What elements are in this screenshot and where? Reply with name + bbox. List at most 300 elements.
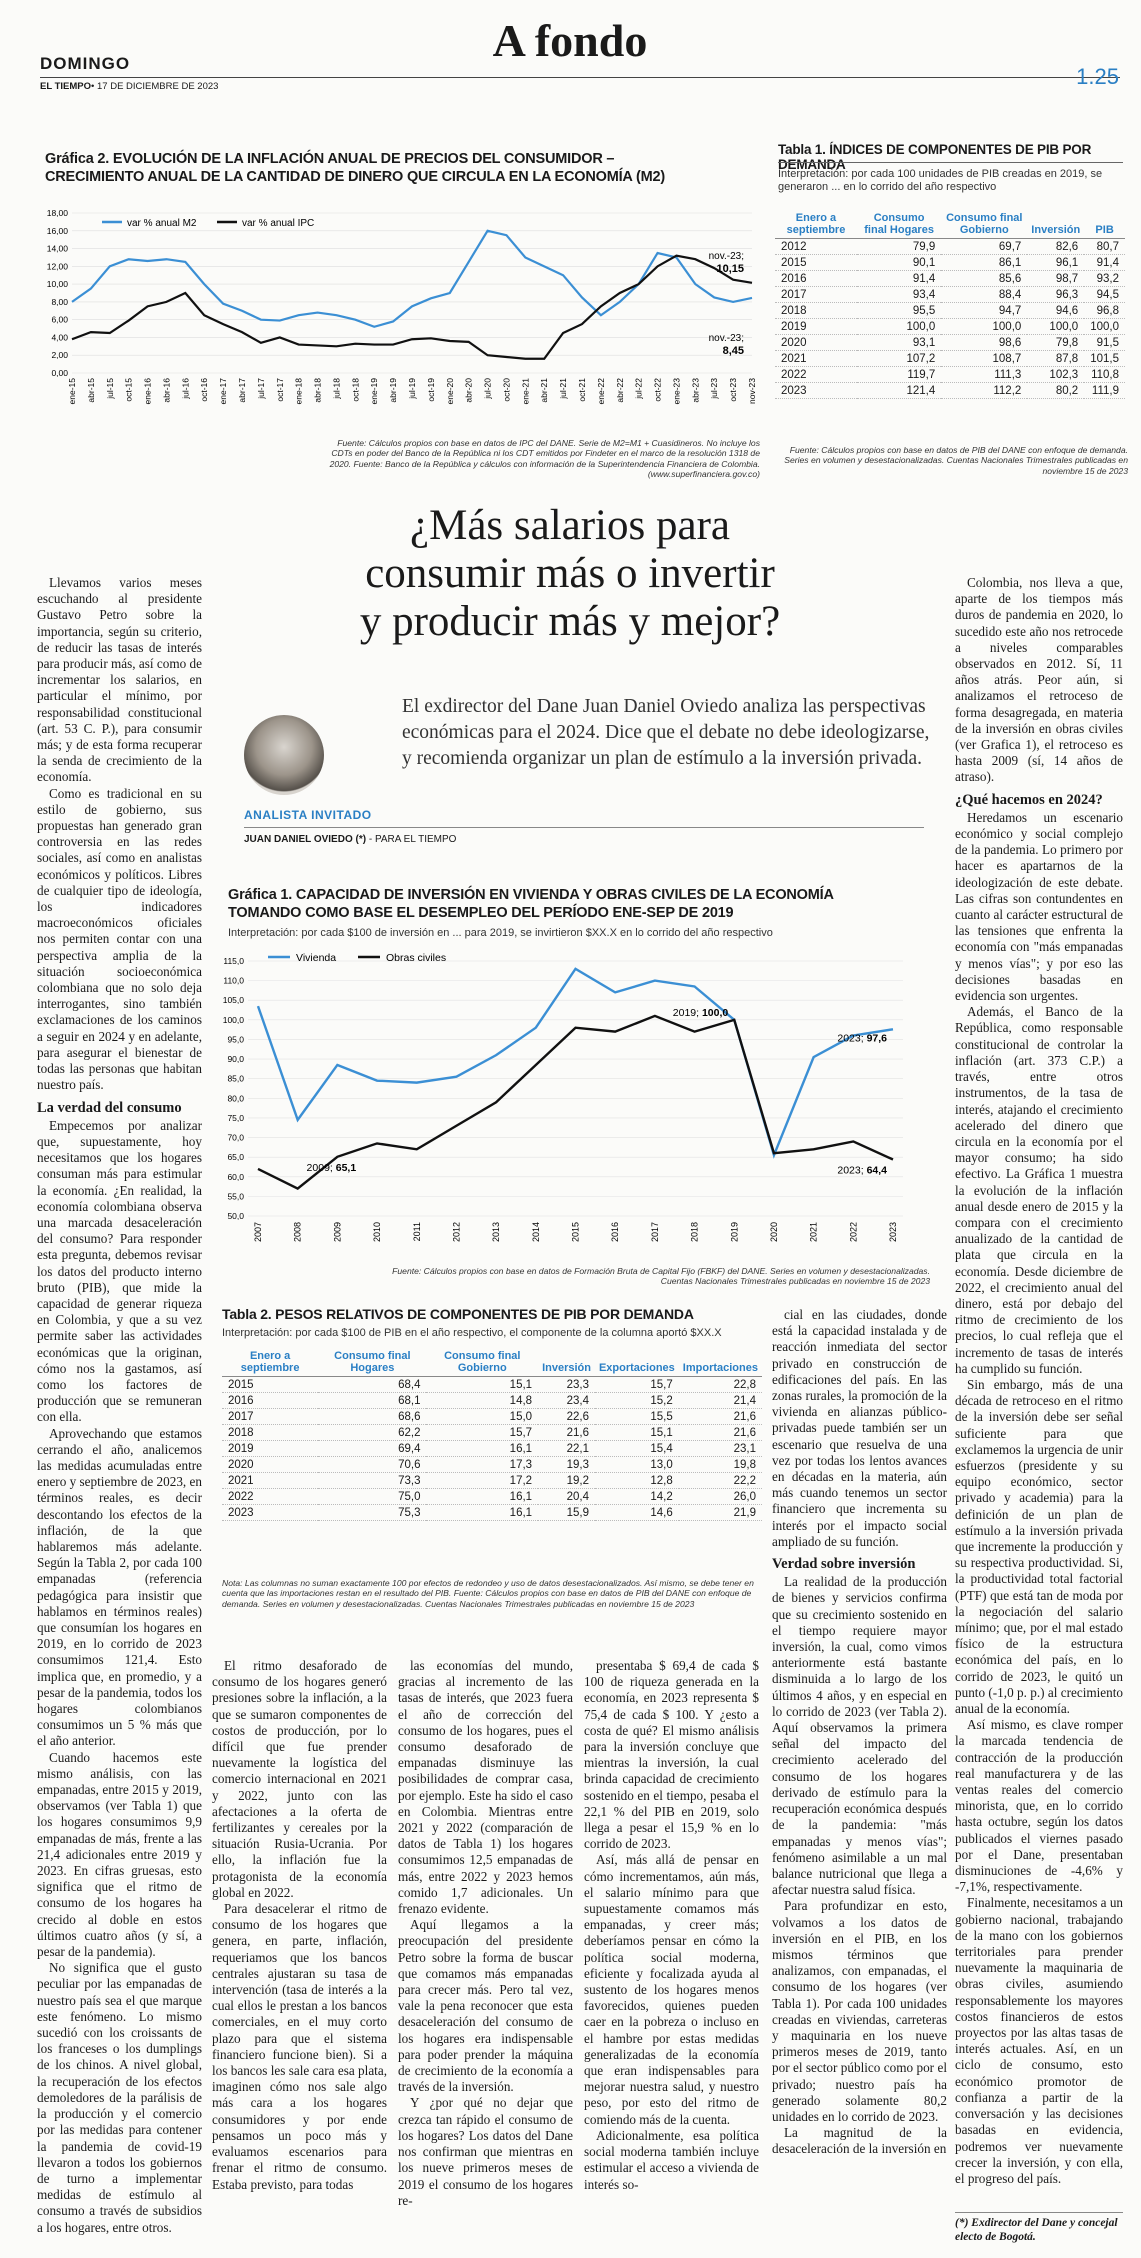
page-number: 1.25 [1076, 64, 1119, 89]
y-tick-label: 12,00 [46, 261, 68, 272]
table-cell: 68,4 [318, 1377, 426, 1393]
table-cell: 2015 [775, 255, 857, 271]
chart1-title-line1: Gráfica 1. CAPACIDAD DE INVERSIÓN EN VIVIENDA Y OBRAS CIVILES DE LA ECONOMÍA [228, 887, 834, 903]
table-cell: 23,3 [538, 1377, 595, 1393]
table-cell: 75,3 [318, 1505, 426, 1521]
annotation-2023-vivienda [837, 1032, 887, 1044]
y-tick-label: 90,0 [227, 1054, 244, 1065]
para-2a: El ritmo desaforado de consumo de los hogares generó presiones sobre la inflación, a la que se sumaron componentes de costos de producción, por lo difícil que fue prender nuevamente la logística del comercio internacional en 2021 y 2022, junto con las afectaciones a la oferta de fertilizantes y cereales por la situación Rusia-Ucrania. Por ello, la inflación fue la protagonista de la economía global en 2022. [212, 1658, 387, 1900]
para-5a: cial en las ciudades, donde está la capacidad instalada y de reacción inmediata del sector privado en construcción de edificaciones del país. En las zonas rurales, la promoción de la vivienda en alianzas público-privadas puede también ser un escenario que resuelva de una vez por todas los lentos avances en décadas en la materia, aún más cuando tenemos un sector financiero que incrementa su interés por el impacto social ampliado de su función. [772, 1307, 947, 1549]
column-4 [584, 1658, 759, 2193]
table-cell: 98,7 [1027, 271, 1084, 287]
annotation-2023-obras-value: 64,4 [866, 1164, 887, 1177]
subhead-consumo: La verdad del consumo [37, 1099, 182, 1116]
para-6d: Sin embargo, más de una década de retroceso en el ritmo de la inversión debe ser señal suficiente para que exclamemos la urgencia de unir esfuerzos (presidente y su equipo económico, sector privado y academia) para la definición de un plan de estímulo a la inversión privada que incremente la producción y su respectiva productividad. Si, la productividad total factorial (PTF) que está tan de moda por la negociación del salario mínimo; que, por el mal estado físico de la estructura económica del país, en lo corrido de 2023, le quitó un punto (-1,0 p. p.) al crecimiento anual de la economía. [955, 1376, 1123, 1717]
table-cell: 2016 [775, 271, 857, 287]
x-tick-label: jul-22 [633, 378, 644, 399]
table-cell: 94,6 [1027, 303, 1084, 319]
para-3b: Aquí llegamos a la preocupación del presidente Petro sobre la forma de buscar que comamos más empanadas para crecer más. Pero tal vez, vale la pena reconocer que esta desaceleración del consumo de los hogares era indispensable para poder prender la máquina de crecimiento de la economía a través de la inversión. [398, 1917, 573, 2095]
table-cell: 80,7 [1084, 239, 1125, 255]
annotation-ipc-date: nov.-23; [708, 251, 744, 263]
annotation-2023-obras-label: 2023; [837, 1164, 867, 1177]
y-tick-label: 95,0 [227, 1034, 244, 1045]
series-line-vivienda [258, 969, 893, 1155]
x-tick-label: abr-21 [539, 378, 550, 403]
y-tick-label: 80,0 [227, 1093, 244, 1104]
table-row [222, 1377, 762, 1393]
x-tick-label: nov-23 [747, 378, 757, 404]
x-tick-label: ene-20 [444, 378, 455, 405]
x-tick-label: oct-21 [577, 378, 587, 402]
x-tick-label: jul-17 [255, 378, 266, 399]
x-tick-label: ene-18 [293, 378, 304, 405]
para-3c: Y ¿por qué no dejar que crezca tan rápido el consumo de los hogares? Los datos del Dane nos confirman que mientras en los nueve primeros meses de 2019 el consumo de los hogares re- [398, 2095, 573, 2208]
table-cell: 2019 [222, 1441, 318, 1457]
table-header-cell: PIB [1084, 210, 1125, 239]
table-cell: 2021 [775, 351, 857, 367]
table-row [775, 351, 1125, 367]
table-cell: 2019 [775, 319, 857, 335]
table2-subtitle: Interpretación: por cada $100 de PIB en el año respectivo, el componente de la columna aportó $XX.X [222, 1327, 722, 1339]
table-cell: 2020 [775, 335, 857, 351]
table-cell: 91,4 [1084, 255, 1125, 271]
y-tick-label: 0,00 [51, 368, 68, 378]
y-tick-label: 18,00 [46, 208, 68, 218]
table-cell: 95,5 [857, 303, 941, 319]
table-cell: 82,6 [1027, 239, 1084, 255]
table-cell: 111,3 [941, 367, 1027, 383]
y-tick-label: 16,00 [46, 225, 68, 236]
chart1-source: Fuente: Cálculos propios con base en datos de Formación Bruta de Capital Fijo (FBKF) del DANE. Series en volumen y desestacionalizadas. Cuentas Nacionales Trimestrales publicadas en noviembre 15 de 2023 [392, 1266, 930, 1287]
headline-line3: y producir más y mejor? [359, 598, 781, 645]
investment-chart [210, 945, 935, 1265]
annotation-2023-vivienda-label: 2023; [837, 1032, 867, 1045]
column-2 [212, 1658, 387, 2193]
x-tick-label: ene-22 [595, 378, 606, 405]
x-tick-label: 2016 [610, 1222, 621, 1243]
x-tick-label: jul-21 [558, 378, 569, 399]
table-cell: 19,2 [538, 1473, 595, 1489]
table-cell: 2022 [775, 367, 857, 383]
table-cell: 21,6 [538, 1425, 595, 1441]
dek: El exdirector del Dane Juan Daniel Oviedo analiza las perspectivas económicas para el 2024. Dice que el debate no debe ideologizarse, y recomienda organizar un plan de estímulo a la inversión privada. [402, 696, 930, 769]
table-row [222, 1505, 762, 1521]
annotation-2009 [307, 1162, 357, 1174]
x-tick-label: abr-19 [388, 378, 399, 403]
table-cell: 16,1 [426, 1505, 538, 1521]
table-cell: 102,3 [1027, 367, 1084, 383]
table1-rule [778, 162, 1123, 163]
table-header-cell: Inversión [1027, 210, 1084, 239]
table-row [222, 1393, 762, 1409]
x-tick-label: 2009 [332, 1222, 343, 1243]
para-5d: La magnitud de la desaceleración de la inversión en [772, 2125, 947, 2157]
table-cell: 14,2 [595, 1489, 679, 1505]
annotation-ipc-value: 10,15 [716, 263, 744, 276]
column-1-top [37, 575, 202, 2236]
headline [230, 502, 910, 646]
x-tick-label: oct-16 [199, 378, 210, 402]
table-row [775, 383, 1125, 399]
table-cell: 80,2 [1027, 383, 1084, 399]
table-header-cell: Consumo final Hogares [857, 210, 941, 239]
table-cell: 111,9 [1084, 383, 1125, 399]
table-header-cell: Exportaciones [595, 1348, 679, 1377]
table-cell: 93,1 [857, 335, 941, 351]
table-cell: 75,0 [318, 1489, 426, 1505]
byline-outlet: - PARA EL TIEMPO [366, 834, 457, 845]
table-cell: 112,2 [941, 383, 1027, 399]
table-cell: 62,2 [318, 1425, 426, 1441]
byline [244, 834, 456, 845]
table-cell: 96,8 [1084, 303, 1125, 319]
table-cell: 22,1 [538, 1441, 595, 1457]
para-1a: Llevamos varios meses escuchando al presidente Gustavo Petro sobre la importancia, según su criterio, de reducir las tasas de interés para producir más, así como de incrementar los salarios, en particular el mínimo, por responsabilidad constitucional (art. 53 C. P.), para consumir más; y de esta forma recuperar la senda de crecimiento de la economía. [37, 575, 202, 785]
table-cell: 23,4 [538, 1393, 595, 1409]
table-header-cell: Inversión [538, 1348, 595, 1377]
table-row [222, 1441, 762, 1457]
x-tick-label: jul-15 [104, 378, 115, 399]
annotation-2009-value: 65,1 [335, 1161, 357, 1174]
x-tick-label: oct-22 [652, 378, 663, 402]
table-cell: 17,2 [426, 1473, 538, 1489]
table-cell: 107,2 [857, 351, 941, 367]
table1-note: Fuente: Cálculos propios con base en datos de PIB del DANE con enfoque de demanda. Series en volumen y desestacionalizadas. Cuentas Nacionales Trimestrales publicadas en noviembre 15 de 2023 [784, 445, 1128, 476]
x-tick-label: 2020 [768, 1222, 779, 1243]
table-cell: 2017 [775, 287, 857, 303]
table-cell: 15,7 [426, 1425, 538, 1441]
table-cell: 91,4 [857, 271, 941, 287]
table-header-cell: Consumo final Hogares [318, 1348, 426, 1377]
table-row [222, 1473, 762, 1489]
table-cell: 88,4 [941, 287, 1027, 303]
table-cell: 14,6 [595, 1505, 679, 1521]
table-row [775, 239, 1125, 255]
table-cell: 2017 [222, 1409, 318, 1425]
table1 [775, 210, 1125, 399]
y-tick-label: 70,0 [227, 1132, 244, 1143]
table-cell: 108,7 [941, 351, 1027, 367]
invited-label: ANALISTA INVITADO [244, 808, 372, 822]
byline-author: JUAN DANIEL OVIEDO (*) [244, 834, 367, 845]
y-tick-label: 8,00 [51, 296, 68, 307]
table-cell: 90,1 [857, 255, 941, 271]
x-tick-label: jul-23 [709, 378, 720, 399]
headline-line1: ¿Más salarios para [410, 502, 730, 549]
table-header-row [775, 210, 1125, 239]
table-row [775, 335, 1125, 351]
headline-line2: consumir más o invertir [365, 550, 775, 597]
table-cell: 2020 [222, 1457, 318, 1473]
table-cell: 100,0 [857, 319, 941, 335]
table-row [222, 1457, 762, 1473]
x-tick-label: 2014 [530, 1222, 541, 1243]
para-1d: Aprovechando que estamos cerrando el año, analicemos las medidas acumuladas entre enero y septiembre de 2023, en términos reales, es decir descontando los efectos de la inflación, de la que hablaremos más adelante. Según la Tabla 2, por cada 100 empanadas (referencia pedagógica para insistir que hablamos en términos reales) que consumían los hogares en 2019, en lo corrido de 2023 consumimos 121,4. Esto implica que, en promedio, y a pesar de la pandemia, todos los hogares colombianos consumimos un 5 % más que el año anterior. [37, 1425, 202, 1749]
x-tick-label: ene-19 [369, 378, 380, 405]
x-tick-label: 2010 [372, 1222, 383, 1243]
chart2-title-line1: Gráfica 2. EVOLUCIÓN DE LA INFLACIÓN ANUAL DE PRECIOS DEL CONSUMIDOR – [45, 151, 615, 167]
annotation-2019 [673, 1007, 729, 1019]
table-cell: 2023 [775, 383, 857, 399]
table-cell: 17,3 [426, 1457, 538, 1473]
x-tick-label: jul-19 [407, 378, 417, 399]
annotation-2023-obras [837, 1165, 887, 1177]
author-photo [244, 715, 324, 795]
x-tick-label: oct-17 [274, 378, 285, 402]
table-cell: 15,9 [538, 1505, 595, 1521]
x-tick-label: 2012 [451, 1222, 462, 1243]
x-tick-label: oct-20 [501, 378, 512, 402]
table-cell: 119,7 [857, 367, 941, 383]
chart1-title-line2: TOMANDO COMO BASE EL DESEMPLEO DEL PERÍODO ENE-SEP DE 2019 [228, 905, 734, 921]
legend-label-vivienda: Vivienda [296, 952, 337, 964]
table-cell: 12,8 [595, 1473, 679, 1489]
y-tick-label: 10,00 [46, 279, 68, 290]
x-tick-label: ene-21 [520, 378, 531, 405]
footnote: (*) Exdirector del Dane y concejal electo de Bogotá. [955, 2212, 1123, 2244]
para-2b: Para desacelerar el ritmo de consumo de los hogares que genera, en parte, inflación, requeriamos que los bancos centrales ajustaran su tasa de intervención (tasa de interés a la cual ellos le prestan a los bancos comerciales, en el muy corto plazo para que el sistema financiero funcione bien). Si a los bancos les sale cara esa plata, imaginen cómo nos sale algo más cara a los hogares consumidores y por ende pensamos un poco más y evaluamos escenarios para frenar el ritmo de consumo. Estaba previsto, para todas [212, 1901, 387, 2192]
para-1b: Como es tradicional en su estilo de gobierno, sus propuestas han generado gran controversia en las redes sociales, así como en analistas económicos y políticos. Libres de cualquier tipo de ideología, los indicadores macroeconómicos oficiales nos permiten contar con una perspectiva amplia de la situación socioeconómica colombiana que no solo deja interrogantes, sino también exclamaciones de los caminos a seguir en 2024 y en adelante, para asegurar el bienestar de todas las personas que habitan nuestro país. [37, 785, 202, 1093]
subhead-inversion: Verdad sobre inversión [772, 1556, 916, 1573]
table-cell: 15,5 [595, 1409, 679, 1425]
table-cell: 96,1 [1027, 255, 1084, 271]
column-3 [398, 1658, 573, 2209]
para-1f: No significa que el gusto peculiar por las empanadas de nuestro país sea el que marque este fenómeno. Lo mismo sucedió con los croissants de los franceses o los dumplings de los chinos. A nivel global, la recuperación de los efectos demoledores de la parálisis de la producción y el comercio por las medidas para contener la pandemia de covid-19 llevaron a todos los gobiernos de turno a implementar medidas de estímulo al consumo a través de subsidios a los hogares, entre otros. [37, 1960, 202, 2235]
x-tick-label: jul-20 [482, 378, 493, 399]
table-cell: 87,8 [1027, 351, 1084, 367]
table-cell: 91,5 [1084, 335, 1125, 351]
table-cell: 86,1 [941, 255, 1027, 271]
table-cell: 2022 [222, 1489, 318, 1505]
table-header-cell: Importaciones [679, 1348, 762, 1377]
annotation-2019-value: 100,0 [701, 1006, 729, 1019]
x-tick-label: abr-15 [85, 378, 96, 403]
table-cell: 100,0 [1027, 319, 1084, 335]
x-tick-label: 2019 [729, 1222, 740, 1243]
table-header-row [222, 1348, 762, 1377]
para-5b: La realidad de la producción de bienes y servicios confirma que su crecimiento sostenido en el tiempo requiere mayor inversión, la cual, como vimos anteriormente está bastante disminuida a lo largo de los últimos 4 años, y en especial en lo corrido de 2023 (ver Tabla 2). Aquí observamos la primera señal del impacto del crecimiento acelerado del consumo de los hogares derivado de estímulo para la recuperación económica después de la pandemia: "más empanadas y menos vías"; fenómeno asimilable a un mal balance nutricional que llega a afectar nuestra salud física. [772, 1574, 947, 1898]
x-tick-label: oct-23 [728, 378, 739, 402]
y-tick-label: 4,00 [51, 332, 68, 343]
table-cell: 69,7 [941, 239, 1027, 255]
table-cell: 68,6 [318, 1409, 426, 1425]
table2-title: Tabla 2. PESOS RELATIVOS DE COMPONENTES DE PIB POR DEMANDA [222, 1306, 694, 1322]
table-row [775, 271, 1125, 287]
para-4a: presentaba $ 69,4 de cada $ 100 de riqueza generada en la economía, en 2023 representa $ 75,4 de cada $ 100. Y ¿esto a costa de qué? El mismo análisis para la inversión concluye que mientras la inversión, la cual brinda capacidad de crecimiento sostenido en el tiempo, pesaba el 22,1 % del PIB en 2019, solo llega a pesar el 15,9 % en lo corrido de 2023. [584, 1658, 759, 1852]
para-6b: Heredamos un escenario económico y social complejo de la pandemia. Lo primero por hacer es apartarnos de la ideologización de este debate. Las cifras son contundentes en cuanto al carácter estructural de las tensiones que enfrenta la economía con "más empanadas y menos vías"; y por eso las decisiones basadas en evidencia son urgentes. [955, 809, 1123, 1004]
table-header-cell: Consumo final Gobierno [941, 210, 1027, 239]
annotation-m2-value: 8,45 [722, 345, 744, 357]
x-tick-label: abr-20 [463, 378, 474, 403]
annotation-2023-vivienda-value: 97,6 [866, 1032, 887, 1045]
table-cell: 15,2 [595, 1393, 679, 1409]
y-tick-label: 50,0 [227, 1211, 244, 1221]
para-6f: Finalmente, necesitamos a un gobierno nacional, trabajando de la mano con los gobiernos territoriales para prender nuevamente la maquinaria de obras civiles, asumiendo responsablemente los mayores costos financieros de estos proyectos por las altas tasas de interés actuales. Así, en un ciclo de consumo, esto económico promotor de confianza a partir de la conversación y las decisiones basadas en evidencia, podremos ver nuevamente crecer la inversión, y con ella, el progreso del país. [955, 1895, 1124, 2186]
y-tick-label: 115,0 [223, 956, 244, 966]
table-cell: 2023 [222, 1505, 318, 1521]
x-tick-label: ene-15 [67, 378, 77, 405]
section-title: A fondo [440, 14, 700, 67]
series-line-m2 [72, 231, 752, 327]
x-tick-label: abr-22 [614, 378, 625, 403]
table-row [775, 367, 1125, 383]
table-row [775, 255, 1125, 271]
table-cell: 15,1 [426, 1377, 538, 1393]
table-cell: 22,8 [679, 1377, 762, 1393]
table-cell: 73,3 [318, 1473, 426, 1489]
table-cell: 21,6 [679, 1409, 762, 1425]
x-tick-label: oct-19 [425, 378, 436, 402]
table1-title: Tabla 1. ÍNDICES DE COMPONENTES DE PIB POR DEMANDA [778, 142, 1092, 172]
y-tick-label: 100,0 [222, 1014, 244, 1025]
table-cell: 94,7 [941, 303, 1027, 319]
y-tick-label: 75,0 [227, 1112, 244, 1123]
table-row [775, 287, 1125, 303]
table-cell: 2016 [222, 1393, 318, 1409]
x-tick-label: 2011 [411, 1222, 422, 1242]
y-tick-label: 110,0 [223, 975, 244, 986]
table-cell: 98,6 [941, 335, 1027, 351]
table-cell: 23,1 [679, 1441, 762, 1457]
para-4b: Así, más allá de pensar en cómo incrementamos, aún más, el salario mínimo para que supuestamente comamos más empanadas, y creer más; deberíamos pensar en cómo la política social moderna, eficiente y focalizada ayuda al sustento de los hogares menos favorecidos, quienes pueden caer en la pobreza o incluso en el hambre por estas medidas generalizadas de la economía que eran indispensables para mejorar nuestra salud, y nuestro peso, por esto del ritmo de comiendo más de la cuenta. [584, 1852, 759, 2127]
table-cell: 79,8 [1027, 335, 1084, 351]
table-cell: 96,3 [1027, 287, 1084, 303]
x-tick-label: ene-16 [142, 378, 153, 405]
x-tick-label: oct-18 [350, 378, 361, 402]
chart1-subtitle: Interpretación: por cada $100 de inversión en ... para 2019, se invirtieron $XX.X en lo corrido del año respectivo [228, 927, 773, 939]
x-tick-label: 2015 [570, 1222, 581, 1243]
y-tick-label: 105,0 [222, 995, 244, 1006]
table-cell: 93,4 [857, 287, 941, 303]
table-cell: 15,0 [426, 1409, 538, 1425]
annotation-2019-label: 2019; [672, 1006, 702, 1019]
table-cell: 68,1 [318, 1393, 426, 1409]
table-cell: 101,5 [1084, 351, 1125, 367]
x-tick-label: ene-23 [671, 378, 682, 405]
legend-label-obras: Obras civiles [386, 952, 447, 964]
table-cell: 26,0 [679, 1489, 762, 1505]
para-1e: Cuando hacemos este mismo análisis, con las empanadas, entre 2015 y 2019, observamos (ver Tabla 1) que los hogares consumimos 9,9 empanadas de más, frente a las 21,4 adicionales entre 2019 y 2023. En cifras gruesas, esto significa que el ritmo de consumo de los hogares ha crecido al doble en estos últimos cuatro años (y sí, a pesar de la pandemia). [37, 1749, 202, 1960]
table-cell: 14,8 [426, 1393, 538, 1409]
x-tick-label: ene-17 [218, 378, 229, 405]
x-tick-label: 2007 [253, 1222, 263, 1243]
table-cell: 15,4 [595, 1441, 679, 1457]
masthead-dateline [40, 81, 218, 92]
y-tick-label: 85,0 [227, 1073, 244, 1084]
chart1-title [228, 886, 948, 922]
table-cell: 15,1 [595, 1425, 679, 1441]
table-cell: 2018 [222, 1425, 318, 1441]
table2 [222, 1348, 762, 1521]
table1-subtitle: Interpretación: por cada 100 unidades de PIB creadas en 2019, se generaron ... en lo corrido del año respectivo [778, 168, 1103, 193]
table-cell: 94,5 [1084, 287, 1125, 303]
chart2-title-line2: CRECIMIENTO ANUAL DE LA CANTIDAD DE DINERO QUE CIRCULA EN LA ECONOMÍA (M2) [45, 169, 665, 185]
annotation-m2-date: nov.-23; [708, 333, 744, 344]
table-cell: 22,6 [538, 1409, 595, 1425]
y-tick-label: 65,0 [227, 1152, 244, 1163]
x-tick-label: 2021 [808, 1222, 819, 1243]
table-row [222, 1489, 762, 1505]
table-cell: 15,7 [595, 1377, 679, 1393]
table-cell: 100,0 [1084, 319, 1125, 335]
table2-note: Nota: Las columnas no suman exactamente 100 por efectos de redondeo y uso de datos desestacionalizados. Así mismo, se debe tener en cuenta que las importaciones restan en el resultado del PIB. Fuente: Cálculos propios con base en datos de PIB del DANE con enfoque de demanda. Series en volumen y desestacionalizadas. Cuentas Nacionales Trimestrales publicadas en noviembre 15 de 2023 [222, 1578, 754, 1609]
legend-label-m2: var % anual M2 [127, 218, 197, 229]
masthead-rule [40, 77, 1120, 78]
table-cell: 121,4 [857, 383, 941, 399]
table-cell: 16,1 [426, 1489, 538, 1505]
x-tick-label: abr-16 [161, 378, 172, 403]
y-tick-label: 55,0 [227, 1191, 244, 1202]
para-6a: Colombia, nos lleva a que, aparte de los tiempos más duros de pandemia en 2020, lo sucedido este año nos retrocede a niveles comparables observados en 2012. Sí, 11 años atrás. Peor aún, si analizamos el retroceso de forma desagregada, en materia de la inversión en obras civiles (ver Grafica 1), el retroceso es hasta 2009 (sí, 14 años de atraso). [955, 575, 1123, 785]
x-tick-label: 2017 [649, 1222, 660, 1243]
para-6c: Además, el Banco de la República, como responsable constitucional de controlar la inflación (art. 373 C.P.) a través, entre otros instrumentos, de la tasa de interés, atajando el crecimiento acelerado del dinero que circula en la economía por el mayor consumo; ha sido efectivo. La Gráfica 1 muestra la evolución de la inflación anual desde enero de 2015 y la compara con el crecimiento anualizado de la cantidad de plata que circula en la economía. Desde diciembre de 2022, el crecimiento anual del dinero, está por debajo del ritmo de crecimiento de los precios, lo cual refleja que el incremento de tasas de interés ha cumplido su función. [955, 1004, 1123, 1376]
issue-date: • 17 DE DICIEMBRE DE 2023 [91, 81, 219, 92]
x-tick-label: oct-15 [123, 378, 134, 402]
table-row [222, 1425, 762, 1441]
table-cell: 13,0 [595, 1457, 679, 1473]
masthead-day: DOMINGO [40, 54, 131, 73]
para-5c: Para profundizar en esto, volvamos a los datos de inversión en el PIB, en los mismos términos que analizamos, con empanadas, el consumo de los hogares (ver Tabla 1). Por cada 100 unidades creadas en viviendas, carreteras y maquinaria en los nueve primeros meses de 2019, tanto por el sector público como por el privado; nuestro país ha generado solamente 80,2 unidades en lo corrido de 2023. [772, 1898, 947, 2124]
table-cell: 70,6 [318, 1457, 426, 1473]
inflation-m2-chart [30, 205, 760, 440]
byline-rule [244, 827, 924, 828]
x-tick-label: 2018 [689, 1222, 700, 1243]
table-cell: 85,6 [941, 271, 1027, 287]
table-cell: 2021 [222, 1473, 318, 1489]
legend-label-ipc: var % anual IPC [242, 218, 315, 229]
table-cell: 19,8 [679, 1457, 762, 1473]
x-tick-label: jul-18 [331, 378, 342, 399]
table-cell: 19,3 [538, 1457, 595, 1473]
annotation-2009-label: 2009; [306, 1161, 336, 1174]
x-tick-label: jul-16 [180, 378, 191, 399]
paper-name: EL TIEMPO [40, 81, 92, 92]
table-row [775, 303, 1125, 319]
x-tick-label: 2013 [491, 1222, 502, 1243]
column-6 [955, 575, 1123, 2187]
table-row [775, 319, 1125, 335]
para-3a: las economías del mundo, gracias al incremento de las tasas de interés, que 2023 fuera el año de corrección del consumo de los hogares, pues el consumo desaforado de empanadas disminuye las posibilidades de comprar casa, por ejemplo. Este ha sido el caso en Colombia. Mientras entre 2021 y 2022 (comparación de datos de Tabla 1) los hogares consumimos 12,5 empanadas de más, entre 2022 y 2023 hemos comido 1,7 adicionales. Un frenazo evidente. [398, 1658, 573, 1917]
table-header-cell: Enero a septiembre [775, 210, 857, 239]
table-cell: 2015 [222, 1377, 318, 1393]
x-tick-label: 2023 [888, 1222, 898, 1243]
table-cell: 16,1 [426, 1441, 538, 1457]
table-cell: 110,8 [1084, 367, 1125, 383]
table-cell: 79,9 [857, 239, 941, 255]
para-6e: Así mismo, es clave romper la marcada tendencia de contracción de la producción real manufacturera y de las ventas reales del comercio minorista, que, en lo corrido hasta octubre, según los datos publicados el viernes pasado por el Dane, presentaban disminuciones de -4,6% y -7,1%, respectivamente. [955, 1717, 1123, 1895]
table-row [222, 1409, 762, 1425]
table-cell: 20,4 [538, 1489, 595, 1505]
y-tick-label: 2,00 [51, 350, 68, 361]
x-tick-label: abr-18 [312, 378, 323, 403]
table-cell: 22,2 [679, 1473, 762, 1489]
chart2-title [45, 150, 765, 186]
x-tick-label: abr-17 [237, 378, 247, 403]
column-5 [772, 1307, 947, 2158]
table-cell: 93,2 [1084, 271, 1125, 287]
table-cell: 21,6 [679, 1425, 762, 1441]
y-tick-label: 14,00 [46, 243, 68, 254]
table-cell: 2012 [775, 239, 857, 255]
table-cell: 2018 [775, 303, 857, 319]
table-cell: 21,4 [679, 1393, 762, 1409]
y-tick-label: 6,00 [51, 314, 68, 325]
chart2-source: Fuente: Cálculos propios con base en datos de IPC del DANE. Serie de M2=M1 + Cuasidineros. No incluye los CDTs en poder del Banco de la República ni los CDT emitidos por Findeter en el marco de la resolución 1318 de 2020. Fuente: Banco de la República y cálculos con información de la Superintendencia Financiera de Colombia. (www.superfinanciera.gov.co) [329, 438, 760, 480]
para-1c: Empecemos por analizar que, supuestamente, hoy necesitamos que los hogares consuman más para estimular la economía. ¿En realidad, la economía colombiana observa una marcada desaceleración del consumo? Para responder esta pregunta, debemos revisar los datos del producto interno bruto (PIB), que mide la capacidad de generar riqueza en Colombia, y que a su vez permite saber las actividades económicas que la originan, cómo nos la gastamos, así como los factores de producción que se remuneran con ella. [37, 1117, 202, 1425]
x-tick-label: 2008 [292, 1222, 303, 1243]
subhead-2024: ¿Qué hacemos en 2024? [955, 791, 1103, 808]
table-header-cell: Consumo final Gobierno [426, 1348, 538, 1377]
